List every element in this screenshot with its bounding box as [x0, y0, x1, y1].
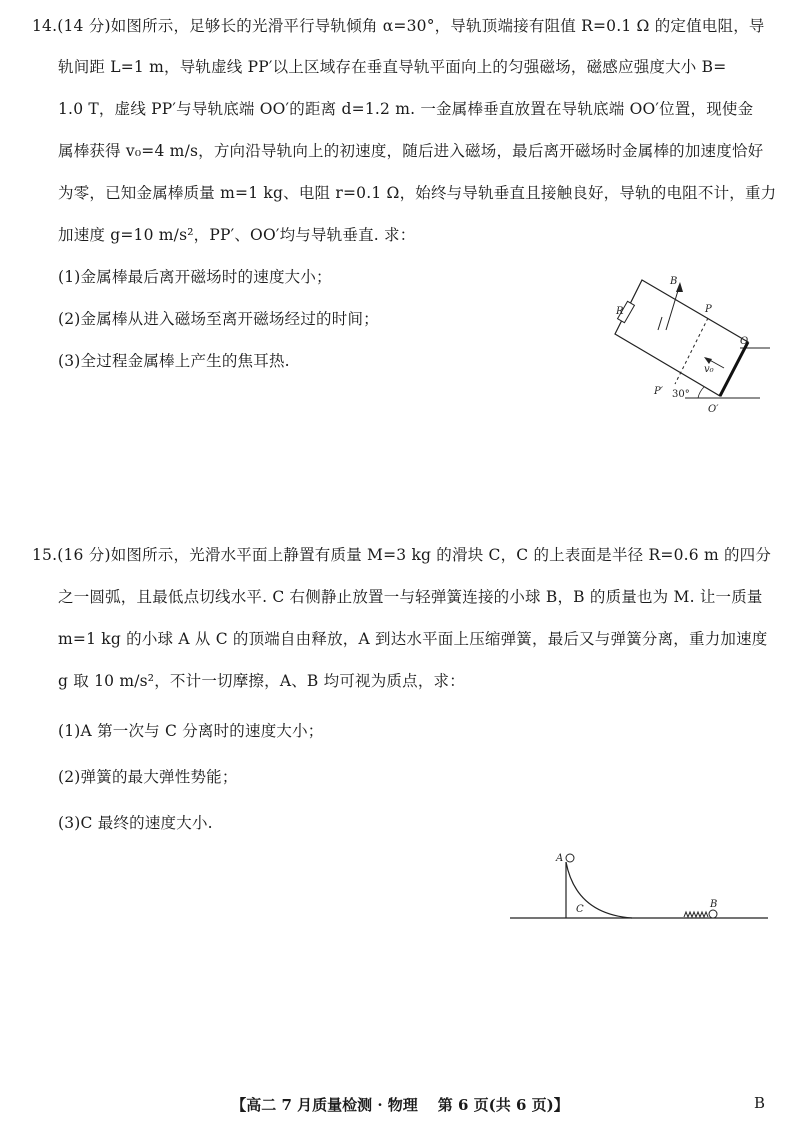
q15-sub-2: (2)弹簧的最大弹性势能；	[58, 768, 238, 786]
field-line	[658, 317, 662, 330]
label-p: P	[705, 304, 712, 315]
bar-oo	[720, 342, 748, 396]
q15-figure	[510, 848, 770, 923]
footer-right-bracket: 】	[553, 1096, 569, 1114]
q15-sub-3: (3)C 最终的速度大小.	[58, 814, 213, 832]
spring	[684, 912, 708, 917]
label-p-prime: P′	[654, 386, 663, 397]
q15-line-2: 之一圆弧，且最低点切线水平. C 右侧静止放置一与轻弹簧连接的小球 B，B 的质量也为 M. 让一质量	[58, 588, 763, 606]
label-c: C	[576, 904, 584, 915]
q14-sub-2: (2)金属棒从进入磁场至离开磁场经过的时间；	[58, 310, 379, 328]
label-v0: v₀	[704, 364, 714, 375]
v0-arrow-head	[704, 357, 712, 364]
label-b: B	[670, 276, 678, 287]
q15-line-1: 15.(16 分)如图所示，光滑水平面上静置有质量 M=3 kg 的滑块 C，C 的上表面是半径 R=0.6 m 的四分	[32, 546, 772, 564]
q14-line-2: 轨间距 L=1 m，导轨虚线 PP′以上区域存在垂直导轨平面向上的匀强磁场，磁感应强度大小 B=	[58, 58, 727, 76]
label-r: R	[616, 306, 624, 317]
version-mark: B	[754, 1094, 766, 1112]
footer-left-bracket: 【	[231, 1096, 247, 1114]
q15-line-4: g 取 10 m/s²，不计一切摩擦，A、B 均可视为质点，求：	[58, 672, 465, 690]
q14-sub-3: (3)全过程金属棒上产生的焦耳热.	[58, 352, 290, 370]
q15-line-3: m=1 kg 的小球 A 从 C 的顶端自由释放，A 到达水平面上压缩弹簧，最后又与弹簧分离，重力加速度	[58, 630, 768, 648]
q14-line-1: 14.(14 分)如图所示，足够长的光滑平行导轨倾角 α=30°，导轨顶端接有阻值 R=0.1 Ω 的定值电阻，导	[32, 17, 765, 35]
footer-page: 第 6 页(共 6 页)	[437, 1096, 554, 1114]
q15-sub-1: (1)A 第一次与 C 分离时的速度大小；	[58, 722, 324, 740]
footer-title: 高二 7 月质量检测 · 物理	[246, 1096, 418, 1114]
q14-line-4: 属棒获得 v₀=4 m/s，方向沿导轨向上的初速度，随后进入磁场，最后离开磁场时金属棒的加速度恰好	[58, 142, 764, 160]
label-angle: 30°	[672, 389, 690, 400]
ball-b	[709, 910, 717, 918]
q14-line-6: 加速度 g=10 m/s²，PP′、OO′均与导轨垂直. 求：	[58, 226, 416, 244]
q14-sub-1: (1)金属棒最后离开磁场时的速度大小；	[58, 268, 332, 286]
label-a: A	[556, 853, 564, 864]
q14-figure-svg	[600, 270, 775, 420]
q14-line-3: 1.0 T，虚线 PP′与导轨底端 OO′的距离 d=1.2 m. 一金属棒垂直放置在导轨底端 OO′位置，现使金	[58, 100, 754, 118]
page-footer	[0, 1094, 800, 1115]
label-b: B	[710, 899, 718, 910]
q14-line-5: 为零，已知金属棒质量 m=1 kg、电阻 r=0.1 Ω，始终与导轨垂直且接触良好，导轨的电阻不计，重力	[58, 184, 777, 202]
q14-figure	[600, 270, 775, 420]
angle-arc	[698, 387, 704, 398]
q15-figure-svg	[510, 848, 770, 923]
label-o-prime: O′	[708, 404, 719, 415]
label-o: O	[740, 336, 749, 347]
ball-a	[566, 854, 574, 862]
